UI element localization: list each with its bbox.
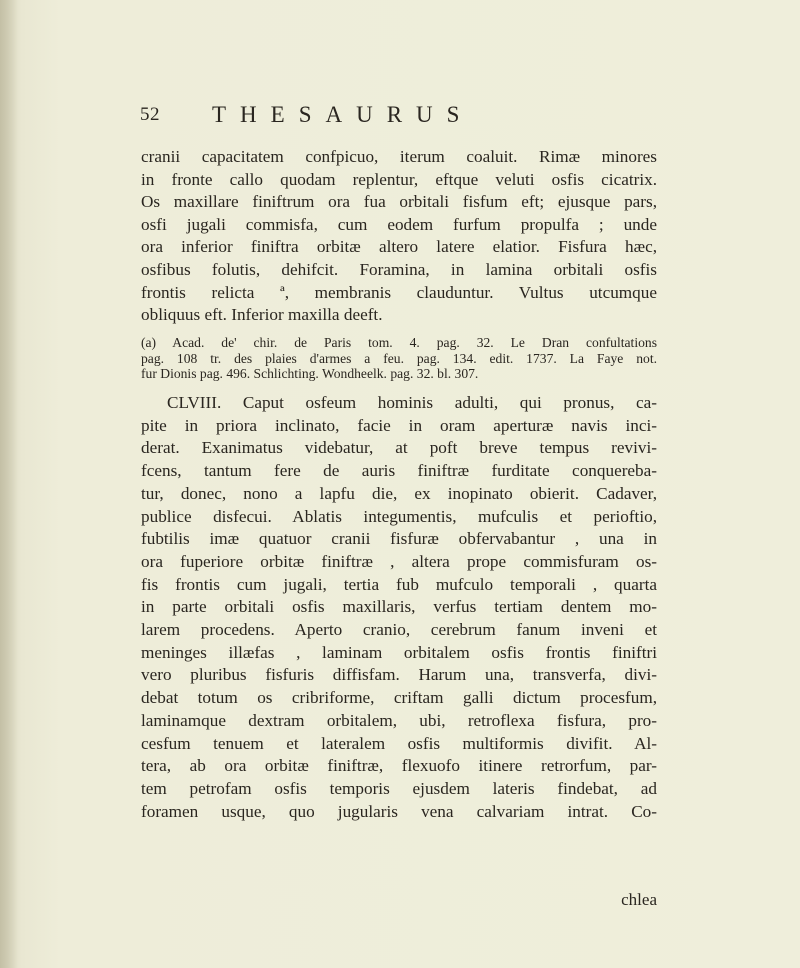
text-line: laminamque dextram orbitalem, ubi, retroflexa fisfura, pro- [141,710,657,730]
text-line: pite in priora inclinato, facie in oram aperturæ navis inci- [141,415,657,435]
text-line: tem petrofam osfis temporis ejusdem lateris findebat, ad [141,778,657,798]
footnote-line: (a) Acad. de' chir. de Paris tom. 4. pag. 32. Le Dran confultations [141,335,657,350]
text-line: vero pluribus fisfuris diffisfam. Harum una, transverfa, divi- [141,665,657,685]
paragraph-2 [141,392,657,823]
text-line: ora inferior finiftra orbitæ altero latere elatior. Fisfura hæc, [141,237,657,257]
text-line: foramen usque, quo jugularis vena calvariam intrat. Co- [141,801,657,821]
footnote [141,335,657,382]
footnote-line: fur Dionis pag. 496. Schlichting. Wondheelk. pag. 32. bl. 307. [141,366,479,381]
text-line: fubtilis imæ quatuor cranii fisfuræ obfervabantur , una in [141,529,657,549]
text-line: osfi jugali commisfa, cum eodem furfum propulfa ; unde [141,214,657,234]
text-line: frontis relicta ª, membranis clauduntur. Vultus utcumque [141,282,657,302]
text-line: derat. Exanimatus videbatur, at poft breve tempus revivi- [141,438,657,458]
text-line: ora fuperiore orbitæ finiftræ , altera prope commisfuram os- [141,551,657,571]
page-header [140,104,660,134]
catchword: chlea [621,890,657,909]
text-line: debat totum os cribriforme, criftam galli dictum procesfum, [141,688,657,708]
text-line: cesfum tenuem et lateralem osfis multiformis divifit. Al- [141,733,657,753]
text-line: in fronte callo quodam replentur, eftque veluti osfis cicatrix. [141,169,657,189]
text-line: CLVIII. Caput osfeum hominis adulti, qui pronus, ca- [167,393,657,412]
text-line: Os maxillare finiftrum ora fua orbitali fisfum eft; ejusque pars, [141,192,657,212]
footnote-line: pag. 108 tr. des plaies d'armes a feu. pag. 134. edit. 1737. La Faye not. [141,350,657,366]
binding-gutter-shadow [0,0,18,968]
text-line: fis frontis cum jugali, tertia fub mufculo temporali , quarta [141,574,657,594]
text-line: larem procedens. Aperto cranio, cerebrum fanum inveni et [141,620,657,640]
page-number: 52 [140,104,160,125]
text-line: in parte orbitali osfis maxillaris, verfus tertiam dentem mo- [141,597,657,617]
running-title: THESAURUS [212,102,474,127]
text-line: obliquus eft. Inferior maxilla deeft. [141,305,383,325]
text-line: meninges illæfas , laminam orbitalem osfis frontis finiftri [141,642,657,662]
text-line: fcens, tantum fere de auris finiftræ furditate conquereba- [141,461,657,481]
paragraph-1 [141,146,657,327]
text-line: publice disfecui. Ablatis integumentis, mufculis et perioftio, [141,506,657,526]
text-line: cranii capacitatem confpicuo, iterum coaluit. Rimæ minores [141,147,657,166]
text-line: osfibus folutis, dehifcit. Foramina, in lamina orbitali osfis [141,259,657,279]
text-line: tur, donec, nono a lapfu die, ex inopinato obierit. Cadaver, [141,483,657,503]
text-line: tera, ab ora orbitæ finiftræ, flexuofo itinere retrorfum, par- [141,756,657,776]
